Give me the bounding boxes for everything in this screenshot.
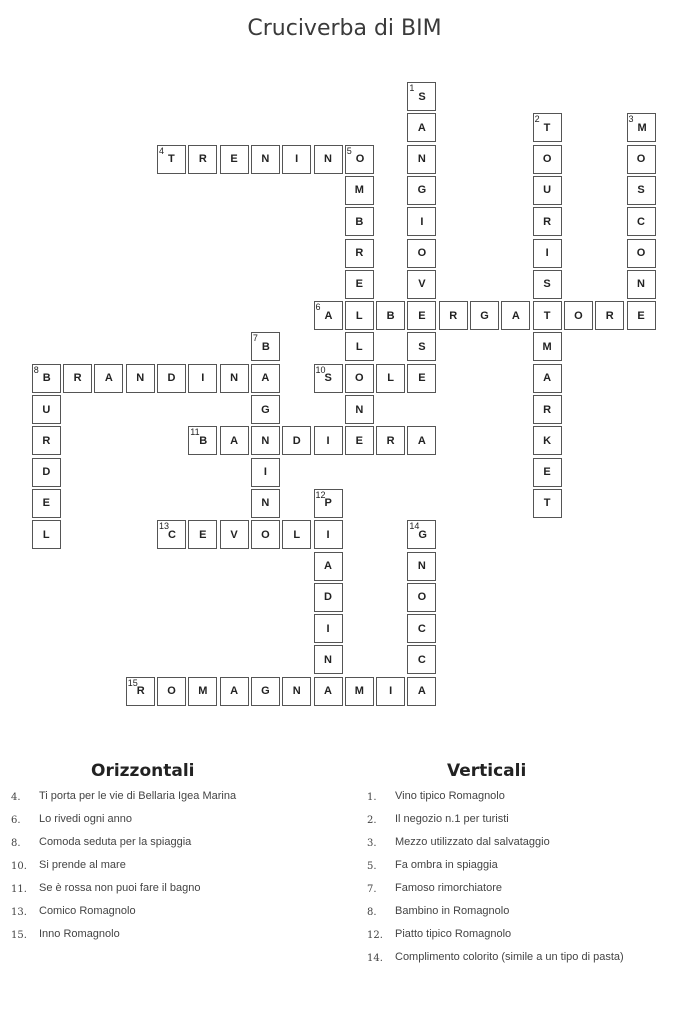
- down-clue: [367, 813, 687, 836]
- cell-letter: R: [355, 247, 364, 259]
- grid-cell[interactable]: [345, 426, 374, 455]
- grid-cell[interactable]: [407, 520, 436, 549]
- grid-cell[interactable]: [345, 677, 374, 706]
- down-clue-list: [367, 790, 687, 974]
- grid-cell[interactable]: [470, 301, 499, 330]
- grid-cell[interactable]: [220, 426, 249, 455]
- grid-cell[interactable]: [533, 395, 562, 424]
- across-clue: [11, 882, 341, 905]
- grid-cell[interactable]: [282, 145, 311, 174]
- cell-letter: P: [324, 497, 332, 510]
- grid-cell[interactable]: [157, 677, 186, 706]
- grid-cell[interactable]: [533, 176, 562, 205]
- grid-cell[interactable]: [407, 145, 436, 174]
- clue-text: Piatto tipico Romagnolo: [395, 928, 512, 940]
- grid-cell[interactable]: [407, 614, 436, 643]
- cell-letter: I: [326, 434, 330, 447]
- grid-cell[interactable]: [251, 520, 280, 549]
- clue-text: Inno Romagnolo: [39, 928, 120, 940]
- cell-letter: L: [293, 528, 301, 541]
- grid-cell[interactable]: [533, 239, 562, 268]
- clue-text: Vino tipico Romagnolo: [395, 790, 505, 802]
- cell-letter: O: [542, 153, 552, 166]
- clue-number: 7: [252, 333, 258, 344]
- grid-cell[interactable]: [251, 395, 280, 424]
- cell-letter: I: [201, 372, 205, 385]
- grid-cell[interactable]: [314, 489, 343, 518]
- grid-cell[interactable]: [282, 677, 311, 706]
- grid-cell[interactable]: [407, 82, 436, 111]
- cell-letter: O: [355, 153, 365, 166]
- clue-text: Famoso rimorchiatore: [395, 882, 502, 894]
- cell-letter: R: [386, 434, 395, 447]
- cell-letter: M: [198, 685, 208, 698]
- grid-cell[interactable]: [376, 426, 405, 455]
- grid-cell[interactable]: [595, 301, 624, 330]
- grid-cell[interactable]: [345, 239, 374, 268]
- clue-number: 4: [159, 145, 165, 156]
- grid-cell[interactable]: [345, 395, 374, 424]
- cell-letter: A: [324, 685, 332, 698]
- grid-cell[interactable]: [533, 489, 562, 518]
- cell-letter: R: [73, 372, 82, 385]
- cell-letter: N: [261, 434, 270, 447]
- grid-cell[interactable]: [439, 301, 468, 330]
- clue-number: 8.: [367, 907, 377, 918]
- clue-number: 7.: [367, 884, 377, 895]
- cell-letter: T: [168, 153, 175, 166]
- cell-letter: E: [42, 497, 50, 510]
- cell-letter: G: [418, 528, 427, 541]
- down-clue: [367, 790, 687, 813]
- grid-cell[interactable]: [533, 332, 562, 361]
- down-clue: [367, 928, 687, 951]
- cell-letter: N: [136, 372, 145, 385]
- grid-cell[interactable]: [314, 552, 343, 581]
- grid-cell[interactable]: [282, 520, 311, 549]
- cell-letter: A: [324, 309, 333, 322]
- clue-number: 10: [315, 364, 326, 375]
- cell-letter: R: [42, 434, 51, 447]
- across-clue-list: [11, 790, 341, 951]
- grid-cell[interactable]: [63, 364, 92, 393]
- cell-letter: R: [449, 309, 458, 322]
- clue-number: 11: [190, 427, 200, 438]
- clue-number: 3: [628, 114, 634, 125]
- clue-text: Se è rossa non puoi fare il bagno: [39, 882, 201, 894]
- cell-letter: N: [355, 403, 364, 416]
- cell-letter: D: [292, 434, 301, 447]
- grid-cell[interactable]: [32, 520, 61, 549]
- clue-number: 1.: [367, 792, 377, 803]
- grid-cell[interactable]: [251, 677, 280, 706]
- grid-cell[interactable]: [126, 364, 155, 393]
- cell-letter: R: [198, 153, 207, 166]
- clue-number: 2: [534, 114, 540, 125]
- cell-letter: U: [543, 184, 552, 197]
- grid-cell[interactable]: [188, 677, 217, 706]
- grid-cell[interactable]: [251, 332, 280, 361]
- grid-cell[interactable]: [32, 489, 61, 518]
- down-clue: [367, 836, 687, 859]
- down-clue: [367, 882, 687, 905]
- grid-cell[interactable]: [627, 113, 656, 142]
- grid-cell[interactable]: [533, 301, 562, 330]
- cell-letter: M: [354, 184, 364, 197]
- across-clue: [11, 813, 341, 836]
- cell-letter: I: [389, 685, 393, 698]
- grid-cell[interactable]: [157, 145, 186, 174]
- cell-letter: A: [417, 685, 426, 698]
- grid-cell[interactable]: [376, 677, 405, 706]
- grid-cell[interactable]: [188, 364, 217, 393]
- grid-cell[interactable]: [126, 677, 155, 706]
- grid-cell[interactable]: [627, 207, 656, 236]
- cell-letter: B: [199, 434, 208, 447]
- cell-letter: S: [543, 278, 551, 291]
- grid-cell[interactable]: [407, 301, 436, 330]
- cell-letter: A: [230, 434, 239, 447]
- clue-text: Comoda seduta per la spiaggia: [39, 836, 192, 848]
- grid-cell[interactable]: [32, 458, 61, 487]
- grid-cell[interactable]: [32, 395, 61, 424]
- grid-cell[interactable]: [345, 176, 374, 205]
- grid-cell[interactable]: [32, 364, 61, 393]
- grid-cell[interactable]: [627, 301, 656, 330]
- clue-number: 2.: [367, 815, 377, 826]
- clue-number: 3.: [367, 838, 377, 849]
- cell-letter: B: [355, 215, 364, 228]
- cell-letter: A: [324, 560, 332, 572]
- cell-letter: I: [326, 622, 330, 635]
- cell-letter: O: [417, 247, 427, 259]
- clue-number: 1: [409, 83, 415, 93]
- grid-cell[interactable]: [407, 583, 436, 612]
- down-heading: Verticali: [447, 761, 527, 781]
- cell-letter: D: [42, 466, 51, 479]
- clue-number: 10.: [11, 861, 27, 872]
- cell-letter: G: [480, 309, 489, 322]
- grid-cell[interactable]: [314, 364, 343, 393]
- grid-cell[interactable]: [251, 458, 280, 487]
- grid-cell[interactable]: [251, 489, 280, 518]
- cell-letter: S: [637, 184, 645, 197]
- cell-letter: I: [295, 153, 299, 166]
- grid-cell[interactable]: [220, 520, 249, 549]
- grid-cell[interactable]: [533, 364, 562, 393]
- cell-letter: E: [355, 434, 363, 447]
- cell-letter: O: [574, 309, 583, 322]
- grid-cell[interactable]: [407, 207, 436, 236]
- grid-cell[interactable]: [627, 145, 656, 174]
- grid-cell[interactable]: [345, 332, 374, 361]
- grid-cell[interactable]: [220, 145, 249, 174]
- cell-letter: R: [543, 215, 552, 228]
- clue-number: 6: [315, 302, 321, 313]
- clue-text: Il negozio n.1 per turisti: [395, 813, 509, 825]
- cell-letter: M: [354, 685, 364, 698]
- grid-cell[interactable]: [407, 270, 436, 299]
- down-clue: [367, 905, 687, 928]
- cell-letter: E: [543, 466, 551, 479]
- grid-cell[interactable]: [345, 364, 374, 393]
- cell-letter: C: [417, 653, 426, 666]
- clue-number: 13.: [11, 907, 27, 918]
- cell-letter: E: [199, 528, 207, 541]
- cell-letter: O: [417, 591, 427, 604]
- cell-letter: O: [167, 685, 176, 698]
- cell-letter: N: [417, 560, 426, 572]
- grid-cell[interactable]: [188, 426, 217, 455]
- across-clue: [11, 790, 341, 813]
- cell-letter: R: [543, 403, 552, 416]
- grid-cell[interactable]: [533, 458, 562, 487]
- grid-cell[interactable]: [533, 207, 562, 236]
- clue-number: 5: [346, 145, 352, 156]
- cell-letter: O: [636, 247, 646, 259]
- cell-letter: I: [326, 528, 330, 541]
- cell-letter: D: [167, 372, 176, 385]
- cell-letter: N: [261, 153, 270, 166]
- cell-letter: G: [417, 184, 427, 197]
- grid-cell[interactable]: [376, 364, 405, 393]
- grid-cell[interactable]: [251, 426, 280, 455]
- clue-text: Ti porta per le vie di Bellaria Igea Marina: [39, 790, 237, 802]
- cell-letter: A: [230, 685, 239, 698]
- grid-cell[interactable]: [627, 176, 656, 205]
- clue-number: 14: [409, 521, 420, 532]
- grid-cell[interactable]: [407, 113, 436, 142]
- cell-letter: O: [636, 153, 646, 166]
- clue-text: Fa ombra in spiaggia: [395, 859, 498, 871]
- down-clue: [367, 859, 687, 882]
- grid-cell[interactable]: [533, 426, 562, 455]
- clue-number: 14.: [367, 953, 383, 964]
- cell-letter: I: [263, 466, 267, 479]
- grid-cell[interactable]: [627, 239, 656, 268]
- across-clue: [11, 859, 341, 882]
- grid-cell[interactable]: [188, 145, 217, 174]
- grid-cell[interactable]: [251, 364, 280, 393]
- grid-cell[interactable]: [407, 552, 436, 581]
- cell-letter: A: [104, 372, 113, 385]
- cell-letter: I: [545, 247, 549, 259]
- cell-letter: S: [324, 372, 332, 385]
- grid-cell[interactable]: [407, 645, 436, 674]
- clue-text: Comico Romagnolo: [39, 905, 136, 917]
- grid-cell[interactable]: [407, 677, 436, 706]
- cell-letter: V: [418, 278, 426, 291]
- grid-cell[interactable]: [564, 301, 593, 330]
- grid-cell[interactable]: [314, 645, 343, 674]
- grid-cell[interactable]: [627, 270, 656, 299]
- grid-cell[interactable]: [345, 270, 374, 299]
- cell-letter: T: [543, 309, 551, 322]
- clue-number: 15.: [11, 930, 27, 941]
- across-heading: Orizzontali: [91, 761, 195, 781]
- cell-letter: G: [261, 403, 270, 416]
- cell-letter: N: [292, 685, 301, 698]
- across-clue: [11, 905, 341, 928]
- clue-text: Mezzo utilizzato dal salvataggio: [395, 836, 550, 848]
- grid-cell[interactable]: [314, 145, 343, 174]
- grid-cell[interactable]: [407, 239, 436, 268]
- grid-cell[interactable]: [345, 207, 374, 236]
- grid-cell[interactable]: [407, 426, 436, 455]
- grid-cell[interactable]: [314, 301, 343, 330]
- cell-letter: T: [543, 497, 551, 510]
- cell-letter: L: [355, 309, 363, 322]
- clue-number: 8.: [11, 838, 21, 849]
- cell-letter: S: [418, 340, 426, 353]
- grid-cell[interactable]: [157, 364, 186, 393]
- grid-cell[interactable]: [314, 614, 343, 643]
- clue-number: 11.: [11, 884, 27, 895]
- grid-cell[interactable]: [533, 270, 562, 299]
- grid-cell[interactable]: [314, 426, 343, 455]
- cell-letter: B: [42, 372, 51, 385]
- cell-letter: E: [418, 372, 426, 385]
- grid-cell[interactable]: [345, 145, 374, 174]
- cell-letter: E: [637, 309, 645, 322]
- cell-letter: M: [542, 340, 552, 353]
- clue-text: Complimento colorito (simile a un tipo di pasta): [395, 951, 624, 963]
- cell-letter: D: [324, 591, 332, 604]
- clue-number: 15: [127, 677, 138, 688]
- cell-letter: C: [637, 215, 645, 228]
- grid-cell[interactable]: [314, 677, 343, 706]
- cell-letter: E: [418, 309, 426, 322]
- cell-letter: A: [511, 309, 520, 322]
- grid-cell[interactable]: [157, 520, 186, 549]
- cell-letter: B: [386, 309, 395, 322]
- cell-letter: N: [324, 653, 332, 666]
- clue-number: 5.: [367, 861, 377, 872]
- cell-letter: A: [543, 372, 552, 385]
- cell-letter: V: [230, 528, 238, 541]
- across-clue: [11, 836, 341, 859]
- cell-letter: K: [543, 434, 552, 447]
- grid-cell[interactable]: [220, 364, 249, 393]
- grid-cell[interactable]: [220, 677, 249, 706]
- cell-letter: L: [42, 528, 50, 541]
- clue-number: 13: [159, 521, 170, 532]
- page-title: Cruciverba di BIM: [247, 16, 442, 41]
- clue-number: 12: [315, 489, 326, 500]
- grid-cell[interactable]: [314, 583, 343, 612]
- grid-cell[interactable]: [376, 301, 405, 330]
- clue-number: 8: [33, 364, 39, 375]
- cell-letter: M: [637, 121, 647, 134]
- cell-letter: E: [230, 153, 238, 166]
- grid-cell[interactable]: [407, 176, 436, 205]
- across-clue: [11, 928, 341, 951]
- grid-cell[interactable]: [345, 301, 374, 330]
- down-clue: [367, 951, 687, 974]
- cell-letter: N: [417, 153, 426, 166]
- clue-number: 6.: [11, 815, 21, 826]
- grid-cell[interactable]: [407, 332, 436, 361]
- clue-text: Si prende al mare: [39, 859, 126, 871]
- cell-letter: L: [355, 340, 363, 353]
- grid-cell[interactable]: [501, 301, 530, 330]
- cell-letter: R: [136, 685, 145, 698]
- cell-letter: U: [42, 403, 51, 416]
- clue-number: 4.: [11, 792, 21, 803]
- cell-letter: N: [324, 153, 332, 166]
- grid-cell[interactable]: [282, 426, 311, 455]
- grid-cell[interactable]: [533, 145, 562, 174]
- cell-letter: I: [420, 215, 424, 228]
- grid-cell[interactable]: [314, 520, 343, 549]
- grid-cell[interactable]: [32, 426, 61, 455]
- clue-number: 12.: [367, 930, 383, 941]
- cell-letter: E: [355, 278, 363, 291]
- cell-letter: N: [261, 497, 270, 510]
- cell-letter: T: [543, 121, 551, 134]
- cell-letter: A: [261, 372, 270, 385]
- cell-letter: A: [417, 121, 426, 134]
- clue-text: Bambino in Romagnolo: [395, 905, 510, 917]
- grid-cell[interactable]: [251, 145, 280, 174]
- clue-text: Lo rivedi ogni anno: [39, 813, 132, 825]
- grid-cell[interactable]: [533, 113, 562, 142]
- cell-letter: C: [417, 622, 426, 635]
- cell-letter: L: [387, 372, 394, 385]
- cell-letter: O: [355, 372, 364, 385]
- cell-letter: O: [261, 528, 270, 541]
- cell-letter: A: [417, 434, 426, 447]
- grid-cell[interactable]: [188, 520, 217, 549]
- cell-letter: B: [261, 340, 270, 353]
- cell-letter: S: [418, 90, 426, 103]
- cell-letter: C: [168, 528, 176, 541]
- cell-letter: G: [261, 685, 270, 698]
- grid-cell[interactable]: [407, 364, 436, 393]
- cell-letter: N: [230, 372, 239, 385]
- grid-cell[interactable]: [94, 364, 123, 393]
- cell-letter: R: [605, 309, 614, 322]
- cell-letter: N: [637, 278, 645, 291]
